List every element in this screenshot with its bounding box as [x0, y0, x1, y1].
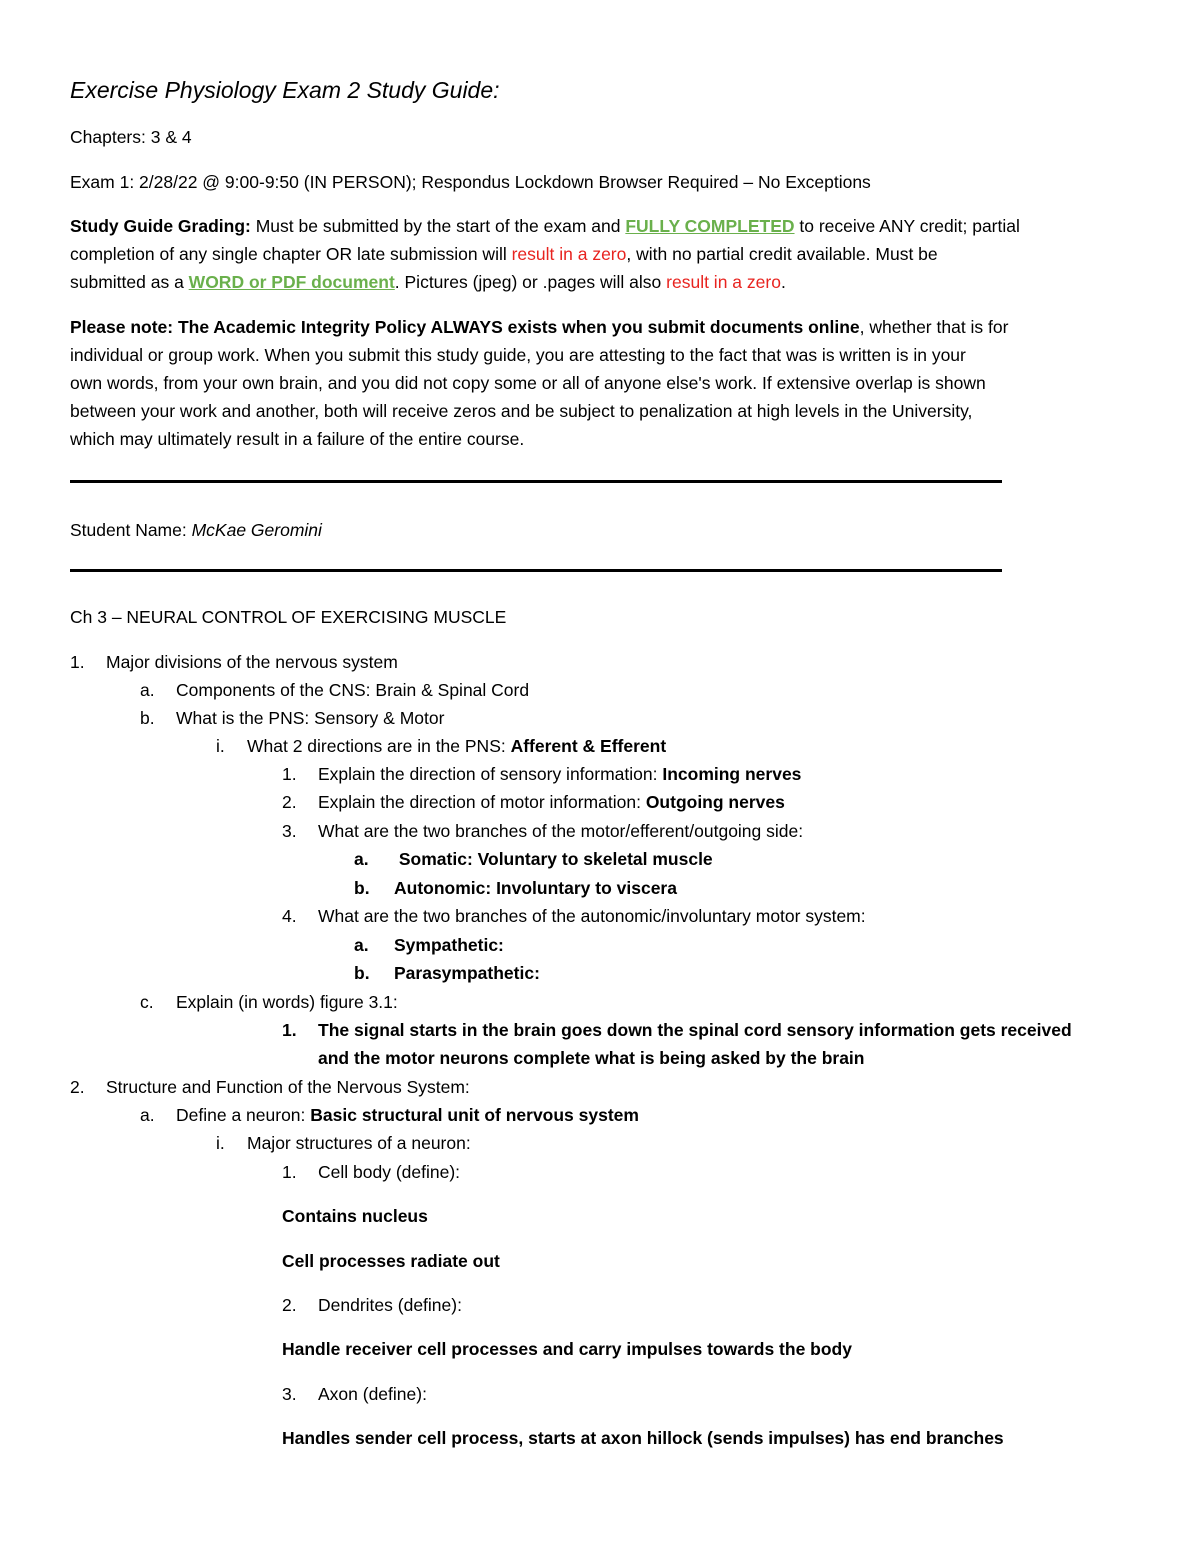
exam-line: Exam 1: 2/28/22 @ 9:00-9:50 (IN PERSON); Respondus Lockdown Browser Required – No Exceptions — [70, 172, 871, 192]
list-text: Explain the direction of sensory information: — [318, 764, 663, 784]
list-number: 3. — [282, 821, 297, 841]
student-name: McKae Geromini — [191, 520, 322, 540]
answer-text: Cell processes radiate out — [282, 1251, 500, 1271]
note-line-3: own words, from your own brain, and you did not copy some or all of anyone else's work. If extensive overlap is shown — [70, 373, 986, 393]
list-answer: Outgoing nerves — [645, 792, 785, 812]
divider — [70, 569, 1002, 572]
list-number: 3. — [282, 1384, 297, 1404]
chapter-heading: Ch 3 – NEURAL CONTROL OF EXERCISING MUSCLE — [70, 607, 507, 627]
list-answer: Parasympathetic: — [394, 963, 540, 983]
list-item — [354, 874, 677, 902]
list-item — [282, 817, 803, 845]
list-number: 2. — [70, 1077, 85, 1097]
document-title: Exercise Physiology Exam 2 Study Guide: — [70, 77, 500, 103]
list-text: Cell body (define): — [318, 1162, 461, 1182]
chapters-line: Chapters: 3 & 4 — [70, 127, 192, 147]
list-number: 1. — [282, 1020, 297, 1040]
note-bold: Please note: The Academic Integrity Policy ALWAYS exists when you submit documents online — [70, 317, 860, 337]
list-number: a. — [354, 849, 369, 869]
list-item — [140, 1101, 639, 1129]
grading-text: . Pictures (jpeg) or .pages will also — [394, 272, 667, 292]
note-line-2: individual or group work. When you submit this study guide, you are attesting to the fact that was is written is in your — [70, 345, 966, 365]
list-item — [216, 1129, 471, 1157]
list-text: Axon (define): — [318, 1384, 427, 1404]
zero-warning: result in a zero — [511, 244, 627, 264]
list-number: a. — [140, 1105, 155, 1125]
list-text: Explain the direction of motor information: — [318, 792, 646, 812]
list-item — [282, 1016, 1072, 1044]
note-line-5: which may ultimately result in a failure of the entire course. — [70, 429, 525, 449]
grading-label: Study Guide Grading: — [70, 216, 251, 236]
list-item — [216, 732, 666, 760]
grading-line-3 — [70, 268, 786, 296]
list-number: b. — [354, 963, 370, 983]
list-answer: Sympathetic: — [394, 935, 504, 955]
grading-text: , with no partial credit available. Must be — [626, 244, 938, 264]
list-number: 1. — [282, 1162, 297, 1182]
list-number: 1. — [282, 764, 297, 784]
word-pdf-text: WORD or PDF document — [188, 272, 395, 292]
zero-warning: result in a zero — [666, 272, 781, 292]
grading-text: to receive ANY credit; partial — [794, 216, 1020, 236]
list-text: Dendrites (define): — [318, 1295, 462, 1315]
list-number: i. — [216, 1133, 225, 1153]
list-text: Structure and Function of the Nervous System: — [106, 1077, 470, 1097]
list-number: a. — [140, 680, 155, 700]
list-item — [282, 902, 866, 930]
note-text: , whether that is for — [859, 317, 1009, 337]
list-text: What are the two branches of the autonomic/involuntary motor system: — [318, 906, 866, 926]
answer-text: Handle receiver cell processes and carry impulses towards the body — [282, 1339, 852, 1359]
grading-line-1 — [70, 212, 1020, 240]
list-answer: The signal starts in the brain goes down the spinal cord sensory information gets received — [318, 1020, 1072, 1040]
list-number: 1. — [70, 652, 85, 672]
list-item — [282, 788, 785, 816]
list-answer: Incoming nerves — [662, 764, 802, 784]
grading-text: . — [780, 272, 786, 292]
list-item — [70, 1073, 470, 1101]
list-item — [282, 760, 801, 788]
student-name-label: Student Name: — [70, 520, 192, 540]
list-answer-continued: and the motor neurons complete what is being asked by the brain — [318, 1048, 865, 1068]
list-number: i. — [216, 736, 225, 756]
grading-text: completion of any single chapter OR late submission will — [70, 244, 512, 264]
list-number: 2. — [282, 792, 297, 812]
list-number: 4. — [282, 906, 297, 926]
list-number: 2. — [282, 1295, 297, 1315]
list-text: What is the PNS: Sensory & Motor — [176, 708, 445, 728]
student-name-line — [70, 516, 322, 544]
list-text: What 2 directions are in the PNS: — [247, 736, 511, 756]
answer-text: Contains nucleus — [282, 1206, 428, 1226]
note-line-4: between your work and another, both will receive zeros and be subject to penalization at high levels in the University, — [70, 401, 973, 421]
list-answer: Autonomic: Involuntary to viscera — [394, 878, 677, 898]
list-text: Major divisions of the nervous system — [106, 652, 398, 672]
list-text: What are the two branches of the motor/efferent/outgoing side: — [318, 821, 804, 841]
grading-text: Must be submitted by the start of the exam and — [250, 216, 626, 236]
list-item — [282, 1158, 460, 1186]
list-item — [354, 959, 540, 987]
list-item — [282, 1380, 427, 1408]
list-item — [354, 931, 504, 959]
list-text: Components of the CNS: Brain & Spinal Cord — [176, 680, 530, 700]
list-number: a. — [354, 935, 369, 955]
list-item — [354, 845, 713, 873]
list-item — [140, 676, 529, 704]
list-item — [140, 988, 398, 1016]
answer-text: Handles sender cell process, starts at axon hillock (sends impulses) has end branches — [282, 1428, 1004, 1448]
list-answer: Somatic: Voluntary to skeletal muscle — [394, 849, 713, 869]
fully-completed-text: FULLY COMPLETED — [625, 216, 795, 236]
list-number: b. — [140, 708, 155, 728]
list-number: c. — [140, 992, 154, 1012]
list-number: b. — [354, 878, 370, 898]
divider — [70, 480, 1002, 483]
list-text: Explain (in words) figure 3.1: — [176, 992, 398, 1012]
list-text: Define a neuron: — [176, 1105, 311, 1125]
list-answer: Afferent & Efferent — [510, 736, 667, 756]
list-answer: Basic structural unit of nervous system — [310, 1105, 639, 1125]
list-item — [140, 704, 444, 732]
grading-line-2 — [70, 240, 938, 268]
list-text: Major structures of a neuron: — [247, 1133, 471, 1153]
note-line-1 — [70, 313, 1008, 341]
list-item — [70, 648, 398, 676]
list-item — [282, 1291, 462, 1319]
grading-text: submitted as a — [70, 272, 189, 292]
